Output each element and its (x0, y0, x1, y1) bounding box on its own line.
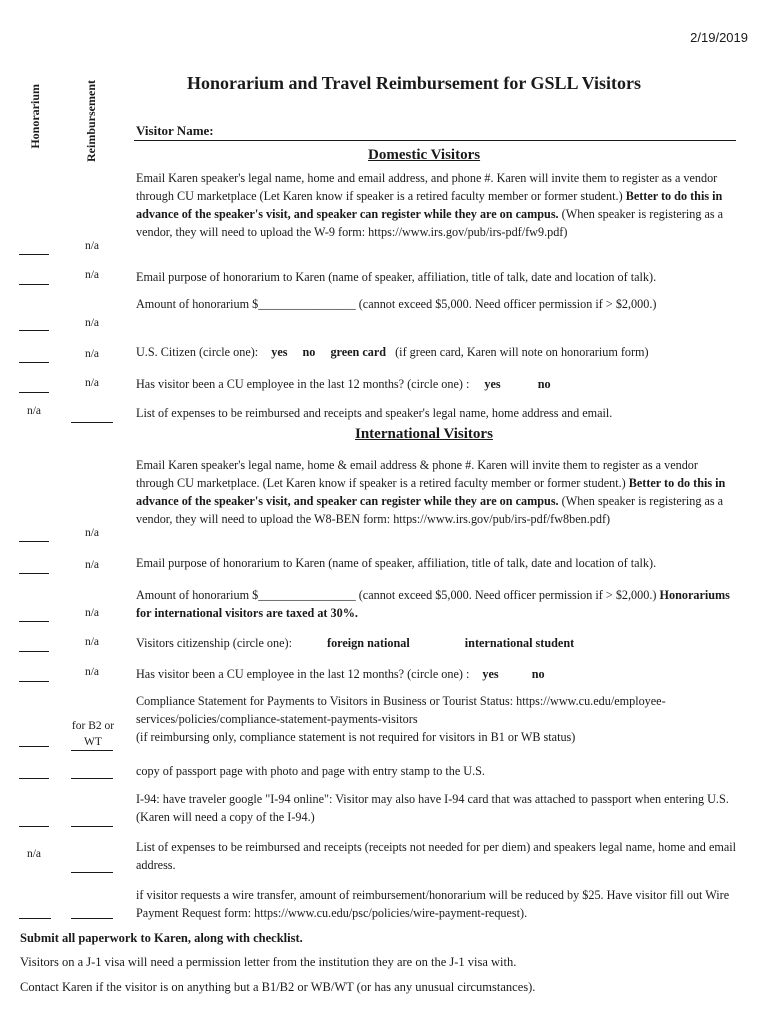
domestic-cu-employee: Has visitor been a CU employee in the last 12 months? (circle one) : yes no (136, 377, 551, 391)
international-passport: copy of passport page with photo and page with entry stamp to the U.S. (136, 764, 485, 778)
citizenship-option-international-student[interactable]: international student (464, 636, 575, 650)
domestic-email-legal: Email Karen speaker's legal name, home and email address, and phone #. Karen will invite them to register as a vendor through CU marketplace (Let Karen know if speaker is a retired faculty member or former student.) Better to do this in advance of the speaker's visit, and speaker can register while they are on campus. (When speaker is registering as a vendor, they will need to upload the W-9 form: https://www.irs.gov/pub/irs-pdf/fw9.pdf) (136, 171, 724, 239)
international-wire: if visitor requests a wire transfer, amount of reimbursement/honorarium will be reduced by $25. Have visitor fill out Wire Payment Request form: https://www.cu.edu/psc/policies/wire-payment-request). (136, 888, 730, 920)
checkbox-line[interactable] (71, 750, 113, 751)
domestic-citizen: U.S. Citizen (circle one): yes no green card (if green card, Karen will note on honorarium form) (136, 345, 649, 359)
international-expenses: List of expenses to be reimbursed and receipts (receipts not needed for per diem) and speakers legal name, home and email address. (136, 840, 737, 872)
checkbox-line[interactable] (19, 746, 49, 747)
footer-submit: Submit all paperwork to Karen, along with checklist. (20, 931, 303, 945)
footer-contact: Contact Karen if the visitor is on anything but a B1/B2 or WB/WT (or has any unusual circumstances). (20, 980, 536, 994)
citizen-option-green-card[interactable]: green card (330, 345, 387, 359)
checkbox-line[interactable] (19, 254, 49, 255)
na-label: n/a (26, 405, 42, 417)
international-amount: Amount of honorarium $________________ (cannot exceed $5,000. Need officer permission if > $2,000.) Honorariums for international visitors are taxed at 30%. (136, 588, 730, 620)
page-title: Honorarium and Travel Reimbursement for GSLL Visitors (187, 73, 642, 93)
footer-j1: Visitors on a J-1 visa will need a permission letter from the institution they are on the J-1 visa with. (20, 955, 517, 969)
checkbox-line[interactable] (19, 541, 49, 542)
column-label-honorarium: Honorarium (28, 84, 42, 149)
domestic-amount: Amount of honorarium $________________ (cannot exceed $5,000. Need officer permission if > $2,000.) (136, 297, 657, 311)
compliance-note: for B2 or WT (71, 720, 115, 748)
international-purpose: Email purpose of honorarium to Karen (name of speaker, affiliation, title of talk, date and location of talk). (136, 556, 657, 570)
cu-option-yes[interactable]: yes (484, 377, 501, 391)
domestic-purpose: Email purpose of honorarium to Karen (name of speaker, affiliation, title of talk, date and location of talk). (136, 270, 657, 284)
citizen-option-yes[interactable]: yes (271, 345, 288, 359)
na-label: n/a (84, 666, 100, 678)
domestic-expenses: List of expenses to be reimbursed and receipts and speaker's legal name, home address and email. (136, 406, 613, 420)
citizenship-option-foreign-national[interactable]: foreign national (327, 636, 410, 650)
cu-option-no[interactable]: no (531, 667, 545, 681)
na-label: n/a (84, 607, 100, 619)
na-label: n/a (84, 377, 100, 389)
na-label: n/a (84, 348, 100, 360)
cu-option-yes[interactable]: yes (482, 667, 499, 681)
checkbox-line[interactable] (19, 284, 49, 285)
international-heading: International Visitors (355, 426, 493, 442)
checkbox-line[interactable] (19, 392, 49, 393)
na-label: n/a (84, 559, 100, 571)
citizen-option-no[interactable]: no (302, 345, 316, 359)
international-citizenship: Visitors citizenship (circle one): foreign national international student (136, 636, 575, 650)
column-label-reimbursement: Reimbursement (84, 80, 98, 162)
international-compliance: Compliance Statement for Payments to Visitors in Business or Tourist Status: https://www.cu.edu/employee-services/policies/compliance-statement-payments-visitors (if reimbursing only, compliance statement is not required for visitors in B1 or WB status) (136, 694, 666, 744)
checkbox-line[interactable] (19, 778, 49, 779)
na-label: n/a (84, 240, 100, 252)
international-cu-employee: Has visitor been a CU employee in the last 12 months? (circle one) : yes no (136, 667, 545, 681)
visitor-name-line[interactable] (134, 140, 736, 141)
checkbox-line[interactable] (19, 573, 49, 574)
international-email-legal: Email Karen speaker's legal name, home & email address & phone #. Karen will invite them to register as a vendor through CU marketplace. (Let Karen know if speaker is a retired faculty member or former student.) Better to do this in advance of the speaker's visit, and speaker can register while they are on campus. (When speaker is registering as a vendor, they will need to upload the W8-BEN form: https://www.irs.gov/pub/irs-pdf/fw8ben.pdf) (136, 458, 726, 526)
na-label: n/a (84, 636, 100, 648)
checkbox-line[interactable] (19, 330, 49, 331)
checkbox-line[interactable] (71, 918, 113, 919)
checkbox-line[interactable] (19, 826, 49, 827)
document-date: 2/19/2019 (690, 30, 748, 45)
checkbox-line[interactable] (71, 778, 113, 779)
na-label: n/a (84, 317, 100, 329)
domestic-heading: Domestic Visitors (368, 147, 481, 163)
checkbox-line[interactable] (71, 422, 113, 423)
na-label: n/a (84, 527, 100, 539)
na-label: n/a (26, 848, 42, 860)
checkbox-line[interactable] (19, 651, 49, 652)
checkbox-line[interactable] (71, 872, 113, 873)
cu-option-no[interactable]: no (537, 377, 551, 391)
checkbox-line[interactable] (19, 621, 49, 622)
checkbox-line[interactable] (19, 918, 51, 919)
visitor-name-label: Visitor Name: (136, 123, 214, 138)
checkbox-line[interactable] (19, 362, 49, 363)
checkbox-line[interactable] (71, 826, 113, 827)
checkbox-line[interactable] (19, 681, 49, 682)
na-label: n/a (84, 269, 100, 281)
international-i94: I-94: have traveler google "I-94 online": Visitor may also have I-94 card that was attached to passport when entering U.S. (Karen will need a copy of the I-94.) (136, 792, 729, 824)
